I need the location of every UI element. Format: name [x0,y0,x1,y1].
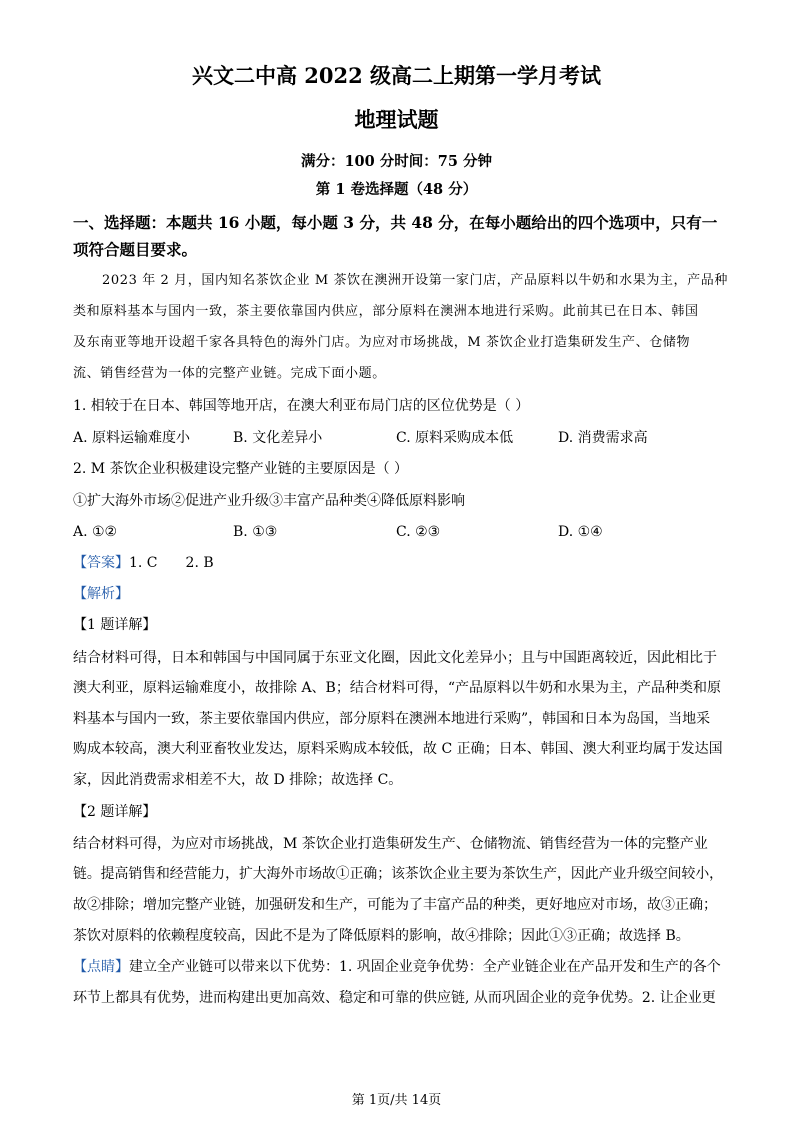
answer-label: 【答案】 [73,555,129,571]
detail-1-line-4: 购成本较高，澳大利亚畜牧业发达，原料采购成本较低，故 C 正确；日本、韩国、澳大利亚均属于发达国 [73,741,723,757]
tips-line-2: 环节上都具有优势，进而构建出更加高效、稳定和可靠的供应链, 从而巩固企业的竞争优势。2. 让企业更 [73,990,716,1006]
material-line-1: 2023 年 2 月，国内知名茶饮企业 M 茶饮在澳洲开设第一家门店，产品原料以牛奶和水果为主，产品种 [102,273,728,288]
question-2-option-d: D. ①④ [558,524,603,540]
answer-q1: 1. C [129,555,158,571]
detail-2-line-4: 茶饮对原料的依赖程度较高，因此不是为了降低原料的影响，故④排除；因此①③正确；故选择 B。 [73,928,690,944]
detail-2-line-2: 链。提高销售和经营能力，扩大海外市场故①正确；该茶饮企业主要为茶饮生产，因此产业升级空间较小， [73,866,723,882]
subject-title: 地理试题 [354,107,439,132]
question-1-option-a: A. 原料运输难度小 [73,430,191,446]
detail-1-line-3: 料基本与国内一致，茶主要依靠国内供应，部分原料在澳洲本地进行采购”，韩国和日本为岛国，当地采 [73,711,711,727]
material-line-2: 类和原料基本与国内一致，茶主要依靠国内供应，部分原料在澳洲本地进行采购。此前其已在日本、韩国 [73,304,699,319]
detail-1-line-2: 澳大利亚，原料运输难度小，故排除 A、B；结合材料可得，“产品原料以牛奶和水果为主，产品种类和原 [73,680,722,696]
tips-text-1: 建立全产业链可以带来以下优势：1. 巩固企业竞争优势：全产业链企业在产品开发和生产的各个 [129,959,721,975]
question-2-option-c: C. ②③ [396,524,441,540]
question-1-option-b: B. 文化差异小 [233,430,323,446]
analysis-label: 【解析】 [73,586,129,602]
volume-title: 第 1 卷选择题（48 分） [315,181,478,198]
material-line-4: 流、销售经营为一体的完整产业链。完成下面小题。 [73,366,386,381]
detail-1-line-1: 结合材料可得，日本和韩国与中国同属于东亚文化圈，因此文化差异小；且与中国距离较近，因此相比于 [73,650,717,666]
page-number: 第 1页/共 14页 [351,1093,442,1108]
question-2-choices: ①扩大海外市场②促进产业升级③丰富产品种类④降低原料影响 [73,493,465,509]
question-2-option-a: A. ①② [73,524,118,540]
detail-2-line-1: 结合材料可得，为应对市场挑战，M 茶饮企业打造集研发生产、仓储物流、销售经营为一体的完整产业 [73,836,708,852]
detail-2-line-3: 故②排除；增加完整产业链，加强研发和生产，可能为了丰富产品的种类，更好地应对市场，故③正确； [73,897,717,913]
tips-line-1 [73,957,721,977]
score-time: 满分：100 分时间：75 分钟 [300,153,493,170]
detail-1-line-5: 家，因此消费需求相差不大，故 D 排除；故选择 C。 [73,772,403,788]
answer-q2: 2. B [185,555,214,571]
question-1-option-c: C. 原料采购成本低 [396,430,514,446]
question-2-option-b: B. ①③ [233,524,278,540]
tips-label: 【点睛】 [73,959,129,975]
material-line-3: 及东南亚等地开设超千家各具特色的海外门店。为应对市场挑战，M 茶饮企业打造集研发生产、仓储物 [73,335,691,350]
answer-row [73,553,214,573]
detail-2-heading: 【2 题详解】 [73,804,157,820]
detail-1-heading: 【1 题详解】 [73,617,157,633]
question-1-stem: 1. 相较于在日本、韩国等地开店，在澳大利亚布局门店的区位优势是（ ） [73,398,530,414]
exam-title: 兴文二中高 2022 级高二上期第一学月考试 [191,63,602,88]
section-heading-line-2: 项符合题目要求。 [73,240,198,259]
question-1-option-d: D. 消费需求高 [558,430,648,446]
section-heading-line-1: 一、选择题：本题共 16 小题，每小题 3 分，共 48 分，在每小题给出的四个选项中，只有一 [73,213,718,232]
question-2-stem: 2. M 茶饮企业积极建设完整产业链的主要原因是（ ） [73,461,409,477]
